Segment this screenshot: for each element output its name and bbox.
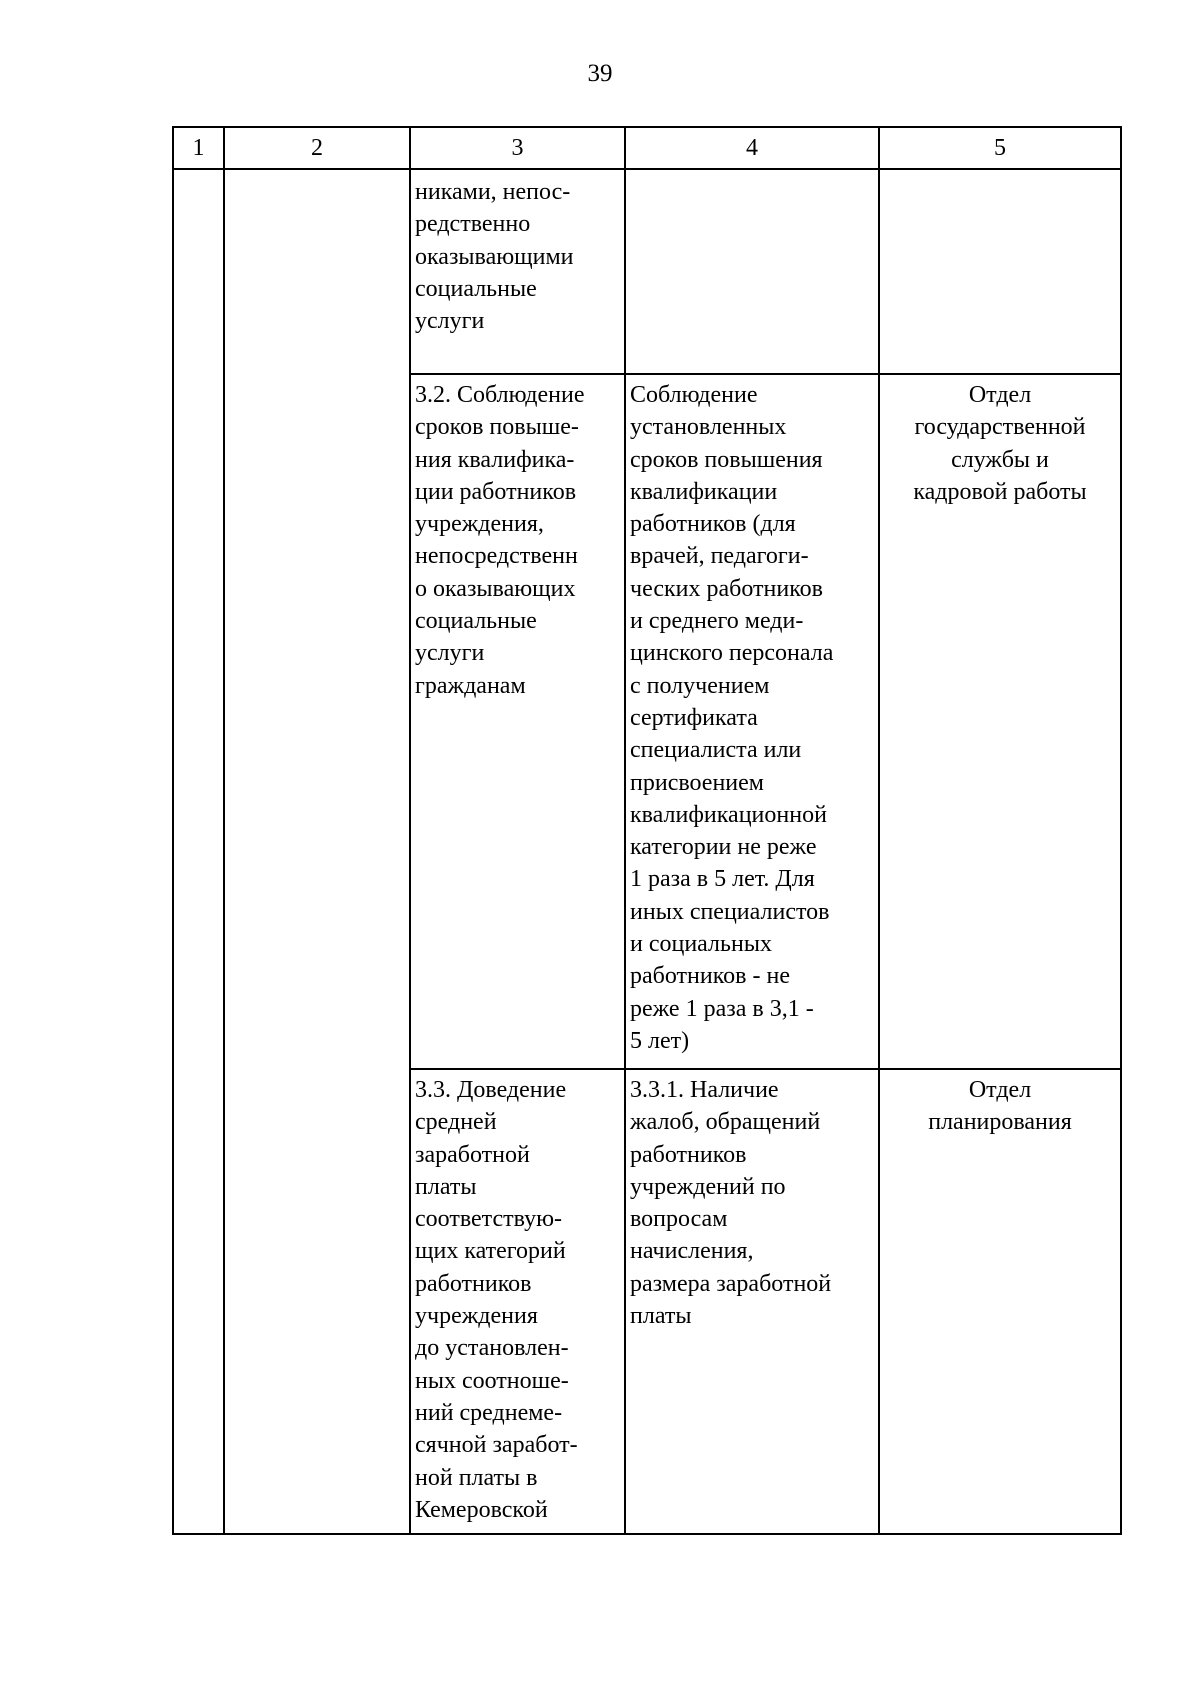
table-cell-row3-col3: 3.3. Доведение средней заработной платы соответствую- щих категорий работников учреждения до установлен- ных соотноше- ний среднеме- сячной заработ- ной платы в Кемеровской: [415, 1077, 578, 1523]
column-divider: [223, 126, 225, 1535]
table-cell-row2-col3: 3.2. Соблюдение сроков повыше- ния квалифика- ции работников учреждения, непосредственн о оказывающих социальные услуги гражданам: [415, 382, 585, 699]
table-cell-row2-col5: Отдел государственной службы и кадровой работы: [913, 382, 1087, 505]
header-divider: [172, 168, 1122, 170]
row-divider: [410, 373, 1122, 375]
page-number: 39: [587, 60, 613, 87]
column-header-3: 3: [511, 135, 524, 161]
column-divider: [409, 126, 411, 1535]
row-divider: [410, 1068, 1122, 1070]
table-cell-row3-col4: 3.3.1. Наличие жалоб, обращений работников учреждений по вопросам начисления, размера заработной платы: [630, 1077, 832, 1330]
column-header-5: 5: [994, 135, 1006, 161]
table-cell-row2-col4: Соблюдение установленных сроков повышения квалификации работников (для врачей, педагоги- ческих работников и среднего меди- цинского персонала с получением сертификата специалиста или присвоением квалификационной категории не реже 1 раза в 5 лет. Для иных специалистов и социальных работников - не реже 1 раза в 3,1 - 5 лет): [630, 382, 834, 1054]
column-header-2: 2: [311, 135, 323, 161]
table-border-top: [172, 126, 1122, 128]
column-divider: [172, 126, 174, 1535]
column-divider: [624, 126, 626, 1535]
column-divider: [1120, 126, 1122, 1535]
table-border-bottom: [172, 1533, 1122, 1535]
column-divider: [878, 126, 880, 1535]
column-header-1: 1: [192, 135, 205, 161]
table-cell-row3-col5: Отдел планирования: [928, 1077, 1072, 1136]
column-header-4: 4: [746, 135, 758, 161]
table-cell-row1-col3: никами, непос- редственно оказывающими социальные услуги: [415, 179, 574, 335]
